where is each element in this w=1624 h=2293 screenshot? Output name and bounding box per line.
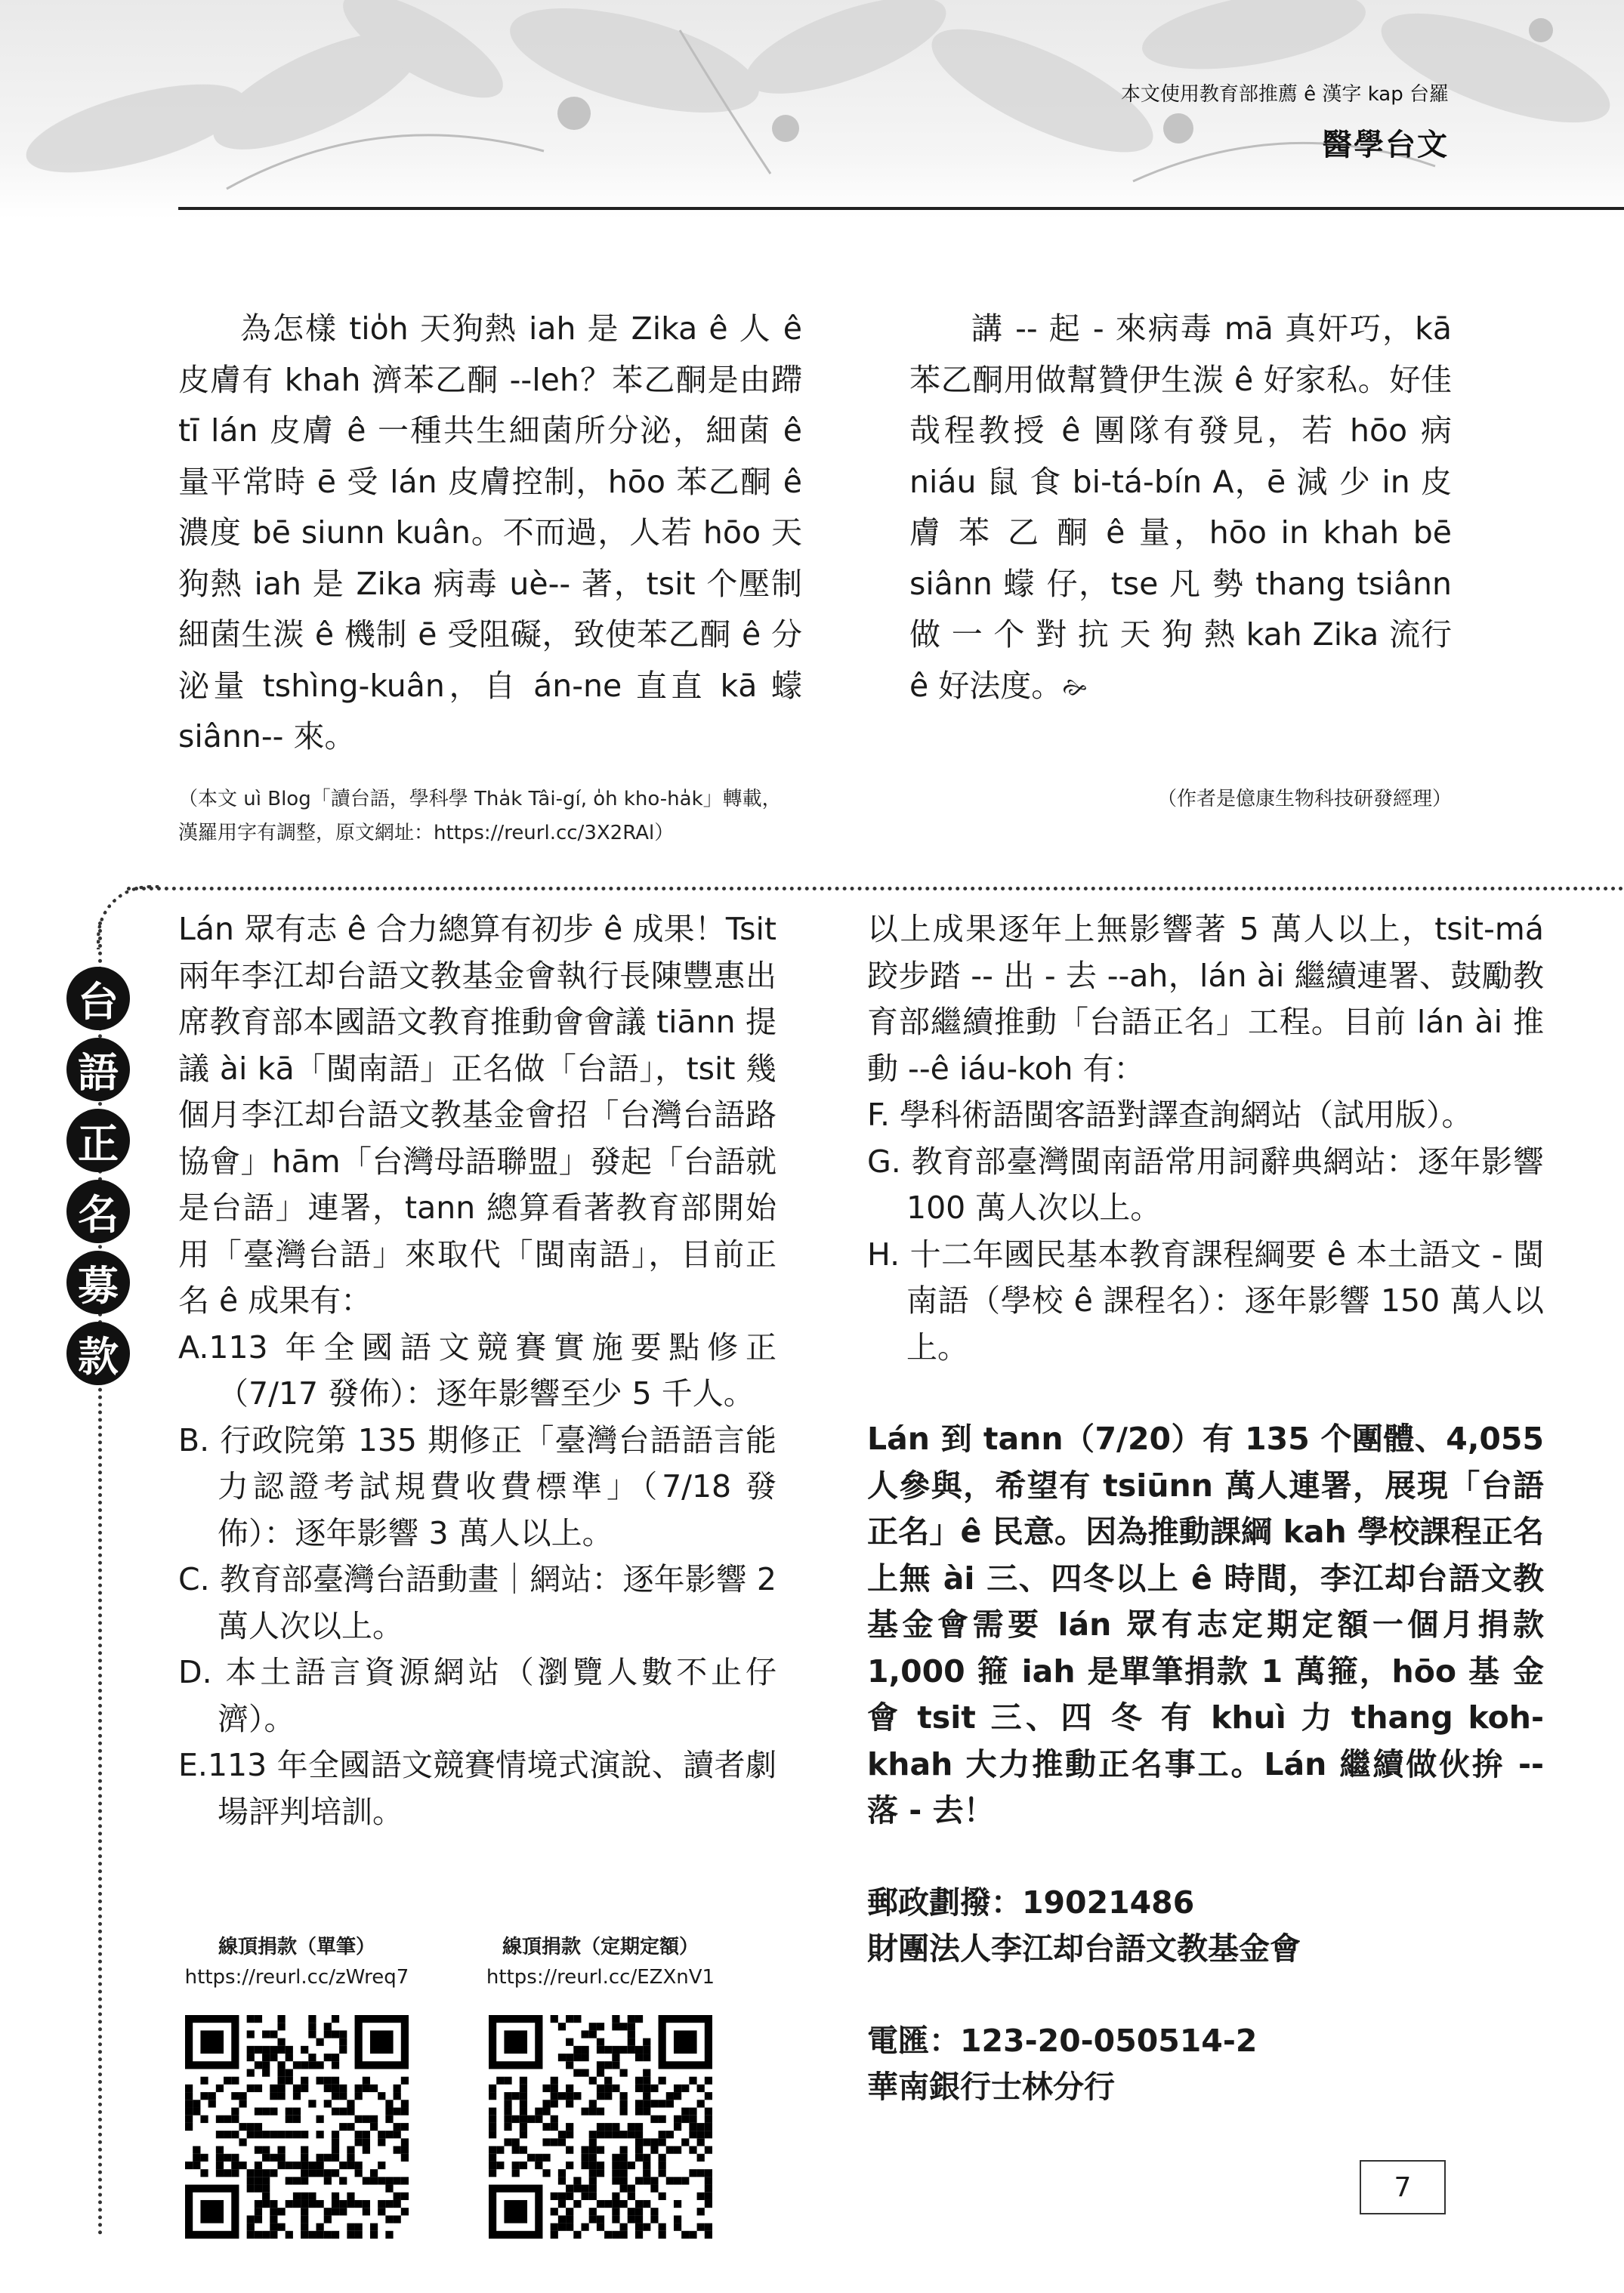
qr-recurring-donation (476, 1932, 725, 2248)
article-left-column (178, 304, 802, 763)
title-char: 台 (66, 967, 130, 1030)
postal-transfer: 郵政劃撥：19021486 (867, 1884, 1195, 1921)
result-item: F. 學科術語閩客語對譯查詢網站（試用版）。 (867, 1097, 1473, 1133)
source-caption-line: 漢羅用字有調整，原文網址：https://reurl.cc/3X2RAl） (178, 822, 675, 844)
end-mark-icon: 🙚 (1062, 672, 1088, 703)
qr-url[interactable]: https://reurl.cc/EZXnV1 (486, 1966, 715, 1989)
title-char: 語 (66, 1038, 130, 1101)
result-item: G. 教育部臺灣閩南語常用詞辭典網站：逐年影響 100 萬人次以上。 (867, 1143, 1544, 1226)
bank-name: 華南銀行士林分行 (867, 2069, 1115, 2105)
campaign-right-intro: 以上成果逐年上無影響著 5 萬人以上，tsit-má 跤步踏 -- 出 - 去 --ah，lán ài 繼續連署、鼓勵教育部繼續推動「台語正名」工程。目前 lán ài 推動 --ê iáu-koh 有： (867, 911, 1544, 1087)
qr-title: 線頂捐款（定期定額） (502, 1936, 699, 1958)
qr-single-donation (172, 1932, 421, 2248)
result-item: D. 本土語言資源網站（瀏覽人數不止仔濟）。 (178, 1654, 776, 1737)
result-item: E.113 年全國語文競賽情境式演說、讀者劇場評判培訓。 (178, 1747, 776, 1830)
title-char: 款 (66, 1322, 130, 1385)
floral-decoration-icon (0, 0, 1624, 219)
header-note: 本文使用教育部推薦 ê 漢字 kap 台羅 (1120, 83, 1449, 106)
result-item: B. 行政院第 135 期修正「臺灣台語語言能力認證考試規費收費標準」（7/18 發佈）：逐年影響 3 萬人以上。 (178, 1421, 776, 1551)
vertical-section-title (63, 967, 133, 1393)
column-title: 醫學台文 (1322, 128, 1449, 162)
qr-code-icon[interactable] (185, 2015, 409, 2239)
title-char: 正 (66, 1109, 130, 1172)
source-caption (178, 782, 828, 850)
result-item: A.113 年全國語文競賽實施要點修正（7/17 發佈）：逐年影響至少 5 千人。 (178, 1329, 776, 1412)
qr-url[interactable]: https://reurl.cc/zWreq7 (184, 1966, 409, 1989)
page-number: 7 (1360, 2160, 1446, 2214)
dotted-border-corner (97, 885, 161, 949)
header-floral-banner (0, 0, 1624, 219)
article-right-column (909, 304, 1452, 714)
postal-account-name: 財團法人李江却台語文教基金會 (867, 1930, 1301, 1967)
title-char: 募 (66, 1251, 130, 1314)
source-caption-line: （本文 uì Blog「讀台語，學科學 Tha̍k Tâi-gí, o̍h kho-ha̍k」轉載， (178, 788, 782, 810)
result-item: H. 十二年國民基本教育課程綱要 ê 本土語文 - 閩南語（學校 ê 課程名）：逐年影響 150 萬人以上。 (867, 1236, 1544, 1366)
result-item: C. 教育部臺灣台語動畫｜網站：逐年影響 2 萬人次以上。 (178, 1561, 776, 1644)
donation-appeal: Lán 到 tann（7/20）有 135 个團體、4,055 人參與，希望有 tsiūnn 萬人連署，展現「台語正名」ê 民意。因為推動課綱 kah 學校課程正名上無 ài 三、四冬以上 ê 時間，李江却台語文教基金會需要 lán 眾有志定期定額一個月捐款 1,000 箍 iah 是單筆捐款 1 萬箍，hōo 基 金 會 tsit 三、四 冬 有 khuì 力 thang koh-khah 大力推動正名事工。Lán 繼續做伙拚 -- 落 - 去！ (867, 1421, 1544, 1829)
wire-transfer: 電匯：123-20-050514-2 (867, 2022, 1258, 2059)
campaign-intro: Lán 眾有志 ê 合力總算有初步 ê 成果！Tsit 兩年李江却台語文教基金會執行長陳豐惠出席教育部本國語文教育推動會會議 tiānn 提議 ài kā「閩南語」正名做「台語」，tsit 幾個月李江却台語文教基金會招「台灣台語路協會」hām「台灣母語聯盟」發起「台語就是台語」連署，tann 總算看著教育部開始用「臺灣台語」來取代「閩南語」，目前正名 ê 成果有： (178, 911, 776, 1319)
spacer (867, 1371, 1544, 1416)
campaign-right-column (867, 906, 1544, 2111)
article-paragraph: 為怎樣 tio̍h 天狗熱 iah 是 Zika ê 人 ê 皮膚有 khah 濟苯乙酮 --leh？苯乙酮是由蹛 tī lán 皮膚 ê 一種共生細菌所分泌，細菌 ê 量平常時 ē 受 lán 皮膚控制，hōo 苯乙酮 ê 濃度 bē siunn kuân。不而過，人若 hōo 天狗熱 iah 是 Zika 病毒 uè-- 著，tsit 个壓制細菌生湠 ê 機制 ē 受阻礙，致使苯乙酮 ê 分泌量 tshìng-kuân，自 án-ne 直直 kā 蠓 siânn-- 來。 (178, 310, 802, 755)
author-caption: （作者是億康生物科技研發經理） (1156, 788, 1452, 810)
spacer (867, 1835, 1544, 1880)
title-char: 名 (66, 1180, 130, 1243)
spacer (867, 1973, 1544, 2018)
article-paragraph (909, 304, 1452, 714)
header-rule (178, 207, 1624, 210)
dotted-divider (127, 887, 1624, 890)
campaign-left-column (178, 906, 776, 1835)
qr-title: 線頂捐款（單筆） (218, 1936, 375, 1958)
qr-code-icon[interactable] (489, 2015, 712, 2239)
article-paragraph-text: 講 -- 起 - 來病毒 mā 真奸巧，kā 苯乙酮用做幫贊伊生湠 ê 好家私。好佳哉程教授 ê 團隊有發見，若 hōo 病 niáu 鼠 食 bi-tá-bín A，ē 減 少 in 皮 膚 苯 乙 酮 ê 量，hōo in khah bē siânn 蠓 仔，tse 凡 勢 thang tsiânn 做 一 个 對 抗 天 狗 熱 kah Zika 流行 ê 好法度。 (909, 310, 1452, 704)
